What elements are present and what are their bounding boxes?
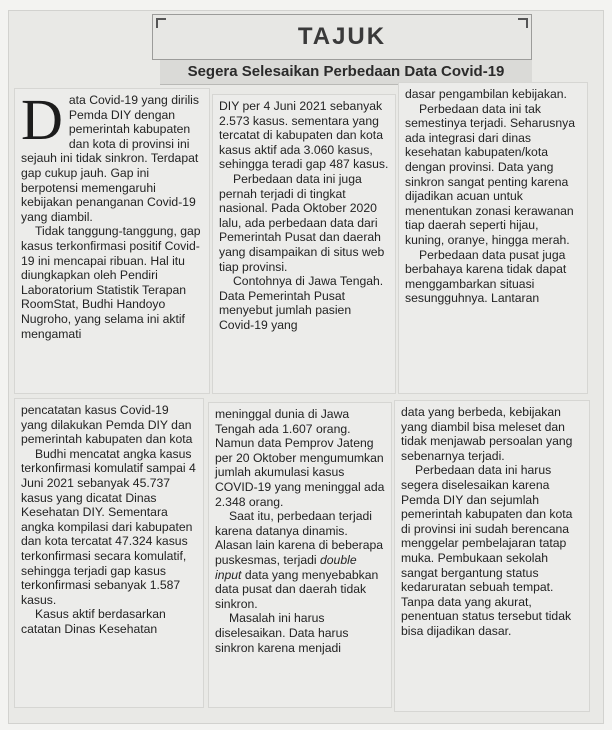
article-headline: Segera Selesaikan Perbedaan Data Covid-19 [160, 60, 532, 85]
paragraph: Tidak tanggung-tanggung, gap kasus terkonfirmasi positif Covid-19 ini mencapai ribuan. Hal itu diungkapkan oleh Pendiri Laboratorium Statistik Terapan RoomStat, Budhi Handoyo Nugroho, yang selama ini aktif mengamati [21, 224, 201, 341]
paragraph: Perbedaan data pusat juga berbahaya karena tidak dapat menggambarkan situasi sesungguhnya. Lantaran [405, 247, 567, 306]
paragraph: dasar pengambilan kebijakan. [405, 87, 567, 101]
paragraph: ata Covid-19 yang dirilis Pemda DIY dengan pemerintah kabupaten dan kota di provinsi ini sejauh ini tidak sinkron. Terdapat gap cukup jauh. Gap ini berpotensi memengaruhi kebijakan penanganan Covid-19 yang diambil. [21, 93, 199, 224]
paragraph: Perbedaan data ini harus segera diselesaikan karena Pemda DIY dan sejumlah pemerintah kabupaten dan kota di provinsi ini sudah berencana menggelar pembelajaran tatap muka. Pembukaan sekolah sangat bergantung status kedaruratan sebuah tempat. Tanpa data yang akurat, penentuan status tersebut tidak bisa dijadikan dasar. [401, 463, 573, 638]
paragraph: meninggal dunia di Jawa Tengah ada 1.607 orang. Namun data Pemprov Jateng per 20 Oktober mengumumkan jumlah akumulasi kasus COVID-19 yang meninggal ada 2.348 orang. [215, 407, 385, 509]
paragraph: data yang berbeda, kebijakan yang diambil bisa meleset dan tidak menjawab persoalan yang sebenarnya terjadi. [401, 405, 573, 463]
paragraph: Perbedaan data ini juga pernah terjadi di tingkat nasional. Pada Oktober 2020 lalu, ada perbedaan data dari Pemerintah Pusat dan daerah yang disampaikan di situs web tiap provinsi. [219, 171, 385, 274]
paragraph-text: Saat itu, perbedaan terjadi karena datanya dinamis. Alasan lain karena di beberapa puskesmas, terjadi [215, 509, 384, 567]
rubric-title: TAJUK [297, 23, 387, 50]
emphasis-text: double input [215, 552, 357, 582]
article-column-3 [398, 82, 588, 394]
paragraph-text: data yang menyebabkan data pusat dan daerah tidak sinkron. [215, 567, 379, 611]
paragraph: Contohnya di Jawa Tengah. Data Pemerintah Pusat menyebut jumlah pasien Covid-19 yang [219, 274, 384, 332]
paragraph: Kasus aktif berdasarkan catatan Dinas Kesehatan [21, 607, 166, 636]
rubric-banner [152, 14, 532, 60]
paragraph: Masalah ini harus diselesaikan. Data harus sinkron karena menjadi [215, 611, 349, 655]
article-column-5 [208, 402, 392, 708]
paragraph: Budhi mencatat angka kasus terkonfirmasi komulatif sampai 4 Juni 2021 sebanyak 45.737 kasus yang dicatat Dinas Kesehatan DIY. Sementara angka kompilasi dari kabupaten dan kota tercatat 47.324 kasus terkonfirmasi secara komulatif, sehingga terjadi gap kasus terkonfirmasi sebanyak 1.587 kasus. [21, 446, 196, 607]
paragraph: Perbedaan data ini tak semestinya terjadi. Seharusnya ada integrasi dari dinas kesehatan kabupaten/kota dengan provinsi. Data yang sinkron sangat penting karena dijadikan acuan untuk menentukan zonasi kerawanan tiap daerah seperti hijau, kuning, oranye, hingga merah. [405, 101, 576, 247]
paragraph: pencatatan kasus Covid-19 yang dilakukan Pemda DIY dan pemerintah kabupaten dan kota [21, 403, 193, 447]
article-column-6 [394, 400, 590, 712]
article-column-1 [14, 88, 210, 394]
article-column-4 [14, 398, 204, 708]
paragraph [215, 509, 385, 611]
drop-cap: D [21, 88, 63, 152]
paragraph: DIY per 4 Juni 2021 sebanyak 2.573 kasus. sementara yang tercatat di kabupaten dan kota kasus aktif ada 3.060 kasus, sehingga teradi gap 487 kasus. [219, 99, 389, 172]
article-column-2 [212, 94, 396, 394]
